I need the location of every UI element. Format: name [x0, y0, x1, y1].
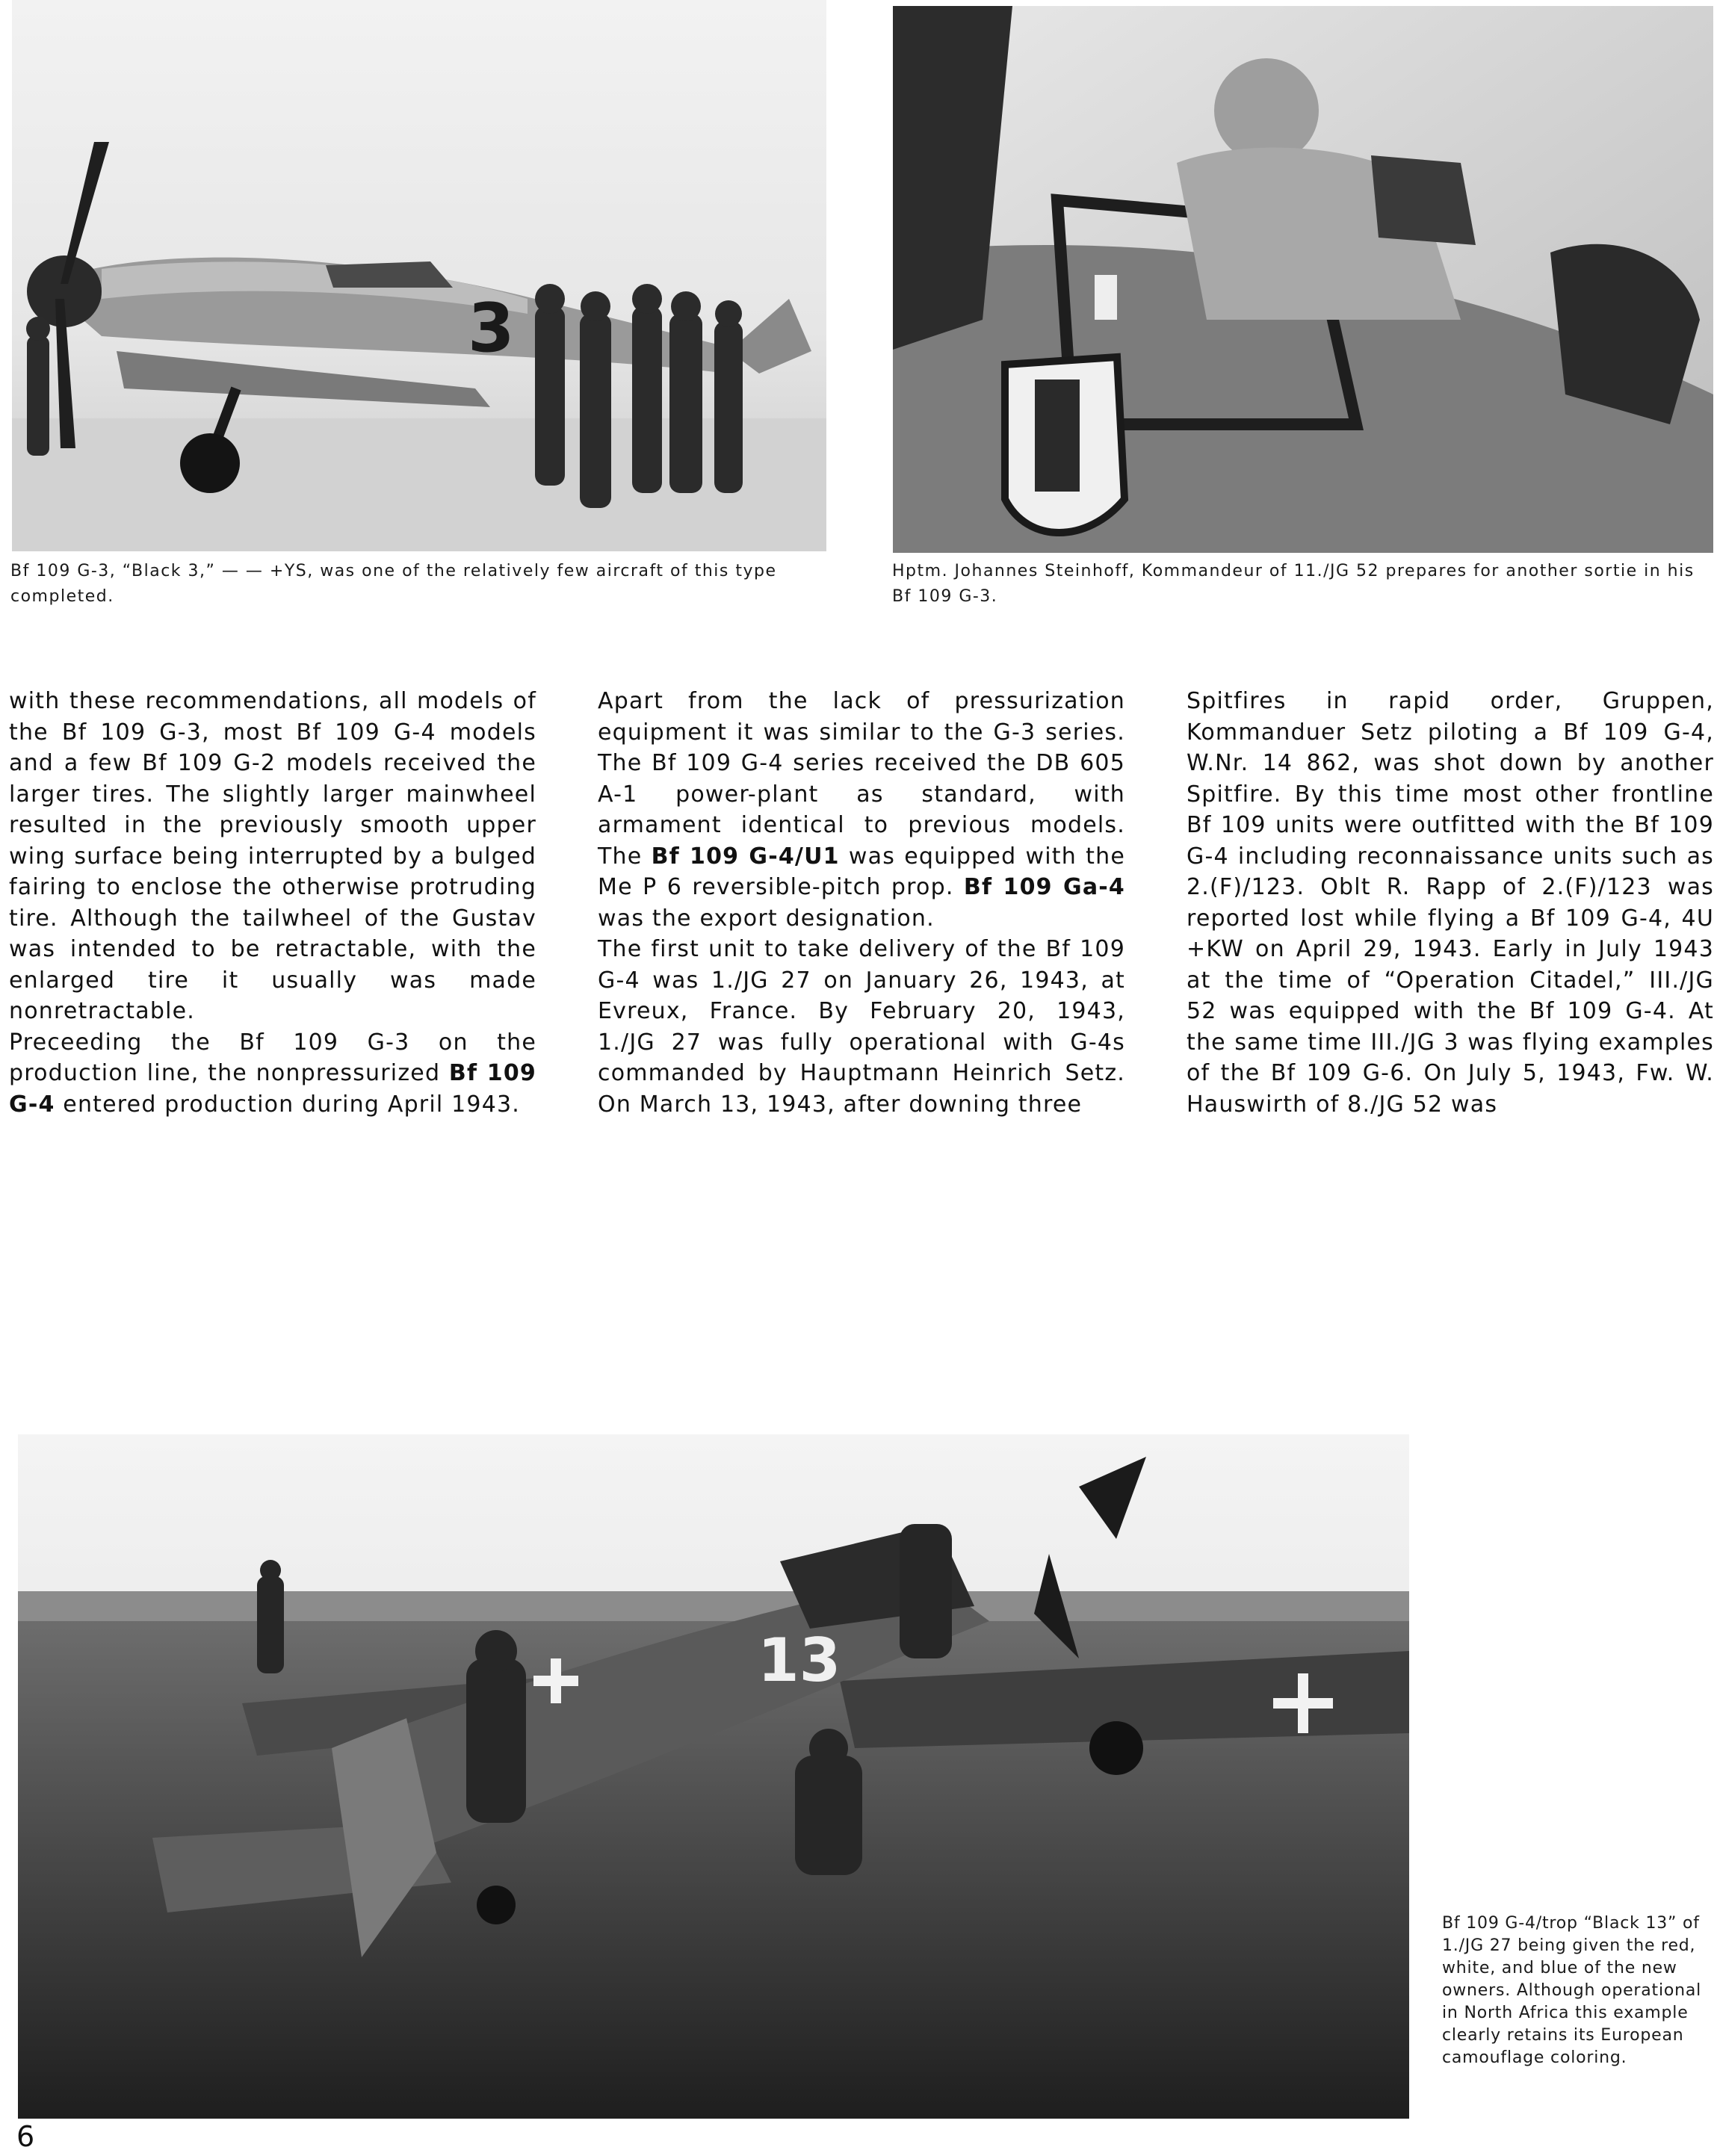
text-column-3: [1187, 686, 1714, 1120]
bold-designation: Bf 109 G-4: [9, 1060, 537, 1118]
paragraph: [598, 686, 1125, 934]
photo-black-3-aircraft: [12, 0, 826, 551]
photo-black-13-aircraft: [18, 1434, 1409, 2119]
photo-caption-steinhoff: Hptm. Johannes Steinhoff, Kommandeur of 11./JG 52 prepares for another sortie in his Bf 109 G-3.: [892, 562, 1695, 606]
text-column-1: [9, 686, 536, 1120]
text-run: Apart from the lack of pressurization equipment it was similar to the G-3 series. The Bf 109 G-4 series received the DB 605 A-1 power-plant as standard, with armament identical to previous models. The: [598, 688, 1125, 870]
photo-steinhoff-cockpit: [893, 6, 1713, 553]
photo-caption-black-3: Bf 109 G-3, “Black 3,” — — +YS, was one of the relatively few aircraft of this type completed.: [10, 562, 777, 606]
text-run: entered production during April 1943.: [55, 1091, 521, 1118]
svg-text:3: 3: [468, 289, 515, 368]
paragraph: [9, 1027, 536, 1121]
photo-caption-black-13: Bf 109 G-4/trop “Black 13” of 1./JG 27 being given the red, white, and blue of the new owners. Although operational in North Africa this example clearly retains its European camouflage coloring.: [1442, 1914, 1702, 2067]
page-number: 6: [16, 2120, 35, 2153]
text-run: was equipped with the Me P 6 reversible-pitch prop.: [598, 843, 1125, 900]
paragraph: with these recommendations, all models of the Bf 109 G-3, most Bf 109 G-4 models and a few Bf 109 G-2 models received the larger tires. The slightly larger mainwheel resulted in the previously smooth upper wing surface being interrupted by a bulged fairing to enclose the otherwise protruding tire. Although the tailwheel of the Gustav was intended to be retractable, with the enlarged tire it usually was made nonretractable.: [9, 688, 536, 1024]
svg-text:13: 13: [758, 1626, 841, 1695]
bold-designation: Bf 109 G-4/U1: [651, 843, 840, 870]
paragraph: The first unit to take delivery of the Bf 109 G-4 was 1./JG 27 on January 26, 1943, at Evreux, France. By February 20, 1943, 1./JG 27 was fully operational with G-4s commanded by Hauptmann Heinrich Setz. On March 13, 1943, after downing three: [598, 936, 1125, 1118]
text-run: Preceeding the Bf 109 G-3 on the production line, the nonpressurized: [9, 1029, 536, 1086]
text-column-2: [598, 686, 1125, 1120]
text-run: was the export designation.: [598, 905, 935, 932]
paragraph: Spitfires in rapid order, Gruppen, Kommanduer Setz piloting a Bf 109 G-4, W.Nr. 14 862, was shot down by another Spitfire. By this time most other frontline Bf 109 units were outfitted with the Bf 109 G-4 including reconnaissance units such as 2.(F)/123. Oblt R. Rapp of 2.(F)/123 was reported lost while flying a Bf 109 G-4, 4U +KW on April 29, 1943. Early in July 1943 at the time of “Operation Citadel,” III./JG 52 was equipped with the Bf 109 G-4. At the same time III./JG 3 was flying examples of the Bf 109 G-6. On July 5, 1943, Fw. W. Hauswirth of 8./JG 52 was: [1187, 688, 1714, 1118]
bold-designation: Bf 109 Ga-4: [963, 874, 1125, 900]
photo-steinhoff-illustration: [893, 6, 1713, 553]
photo-black-13-illustration: [18, 1434, 1409, 2119]
photo-black-3-illustration: [12, 0, 826, 551]
